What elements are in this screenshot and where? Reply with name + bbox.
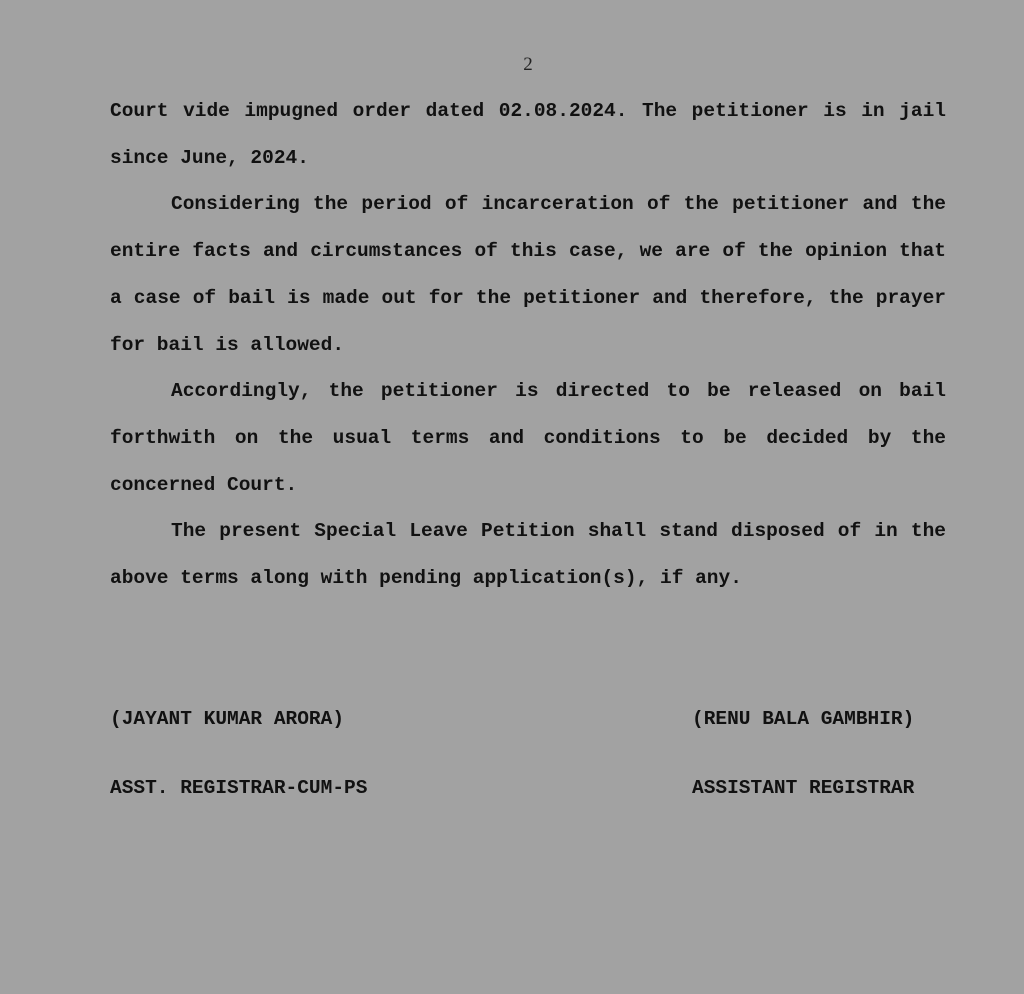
document-body (110, 88, 946, 602)
signatory-title-right: ASSISTANT REGISTRAR (692, 777, 915, 799)
paragraph-disposal: The present Special Leave Petition shall stand disposed of in the above terms along with pending application(s), if any. (110, 520, 946, 590)
signature-block-right (692, 662, 914, 823)
paragraph-continuation: Court vide impugned order dated 02.08.2024. The petitioner is in jail since June, 2024. (110, 100, 946, 169)
paragraph-consideration: Considering the period of incarceration of the petitioner and the entire facts and circumstances of this case, we are of the opinion that a case of bail is made out for the petitioner and therefore, the prayer for bail is allowed. (110, 193, 946, 356)
signatory-name-left: (JAYANT KUMAR ARORA) (110, 708, 345, 730)
signatory-title-left: ASST. REGISTRAR-CUM-PS (110, 777, 368, 799)
signature-block-left (110, 662, 367, 823)
page-number: 2 (523, 54, 533, 75)
paragraph-release-order: Accordingly, the petitioner is directed to be released on bail forthwith on the usual terms and conditions to be decided by the concerned Court. (110, 380, 946, 496)
signatory-name-right: (RENU BALA GAMBHIR) (692, 708, 915, 730)
